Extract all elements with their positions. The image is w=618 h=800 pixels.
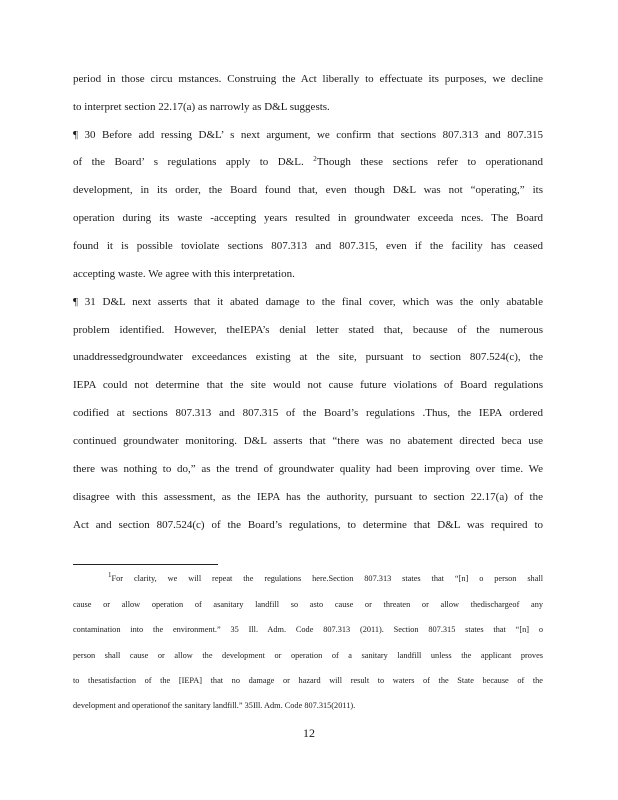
body-line: period in those circu mstances. Construing the Act liberally to effectuate its purposes, we decline — [73, 73, 543, 85]
body-line: ¶ 31 D&L next asserts that it abated damage to the final cover, which was the only abatable — [73, 296, 543, 308]
body-line: accepting waste. We agree with this interpretation. — [73, 268, 295, 280]
body-line: there was nothing to do,” as the trend of groundwater quality had been improving over time. We — [73, 463, 543, 475]
body-line — [73, 155, 543, 169]
body-line: operation during its waste -accepting years resulted in groundwater exceeda nces. The Board — [73, 212, 543, 224]
body-line: problem identified. However, theIEPA’s denial letter stated that, because of the numerous — [73, 324, 543, 336]
footnote-line: person shall cause or allow the development or operation of a sanitary landfill unless the applicant proves — [73, 651, 543, 660]
footnote-reference[interactable]: 2 — [313, 155, 317, 163]
body-line: Act and section 807.524(c) of the Board’s regulations, to determine that D&L was required to — [73, 519, 543, 531]
body-line: found it is possible toviolate sections 807.313 and 807.315, even if the facility has ceased — [73, 240, 543, 252]
footnote-line: cause or allow operation of asanitary landfill so asto cause or threaten or allow thedischargeof any — [73, 600, 543, 609]
body-line: unaddressedgroundwater exceedances existing at the site, pursuant to section 807.524(c), the — [73, 351, 543, 363]
body-line: disagree with this assessment, as the IEPA has the authority, pursuant to section 22.17(a) of the — [73, 491, 543, 503]
body-line-tail: Though these sections refer to operationand — [316, 156, 544, 168]
body-line: IEPA could not determine that the site would not cause future violations of Board regulations — [73, 379, 543, 391]
body-line-text: of the Board’ s regulations apply to D&L. — [73, 156, 304, 168]
footnote-line: development and operationof the sanitary landfill.” 35Ill. Adm. Code 807.315(2011). — [73, 701, 356, 710]
footnote-marker: 1 — [108, 571, 112, 579]
body-line: continued groundwater monitoring. D&L asserts that “there was no abatement directed beca use — [73, 435, 543, 447]
footnote-line — [108, 573, 543, 584]
footnote-divider — [73, 564, 218, 565]
body-line: to interpret section 22.17(a) as narrowly as D&L suggests. — [73, 101, 330, 113]
body-line: codified at sections 807.313 and 807.315 of the Board’s regulations .Thus, the IEPA ordered — [73, 407, 543, 419]
body-line: development, in its order, the Board found that, even though D&L was not “operating,” its — [73, 184, 543, 196]
footnote-line: to thesatisfaction of the [IEPA] that no damage or hazard will result to waters of the State because of the — [73, 676, 543, 685]
footnote-line: contamination into the environment.” 35 Ill. Adm. Code 807.313 (2011). Section 807.315 states that “[n] o — [73, 625, 543, 634]
footnote-text: For clarity, we will repeat the regulations here.Section 807.313 states that “[n] o person shall — [111, 574, 543, 583]
page-number: 12 — [303, 726, 315, 740]
body-line: ¶ 30 Before add ressing D&L’ s next argument, we confirm that sections 807.313 and 807.315 — [73, 129, 543, 141]
